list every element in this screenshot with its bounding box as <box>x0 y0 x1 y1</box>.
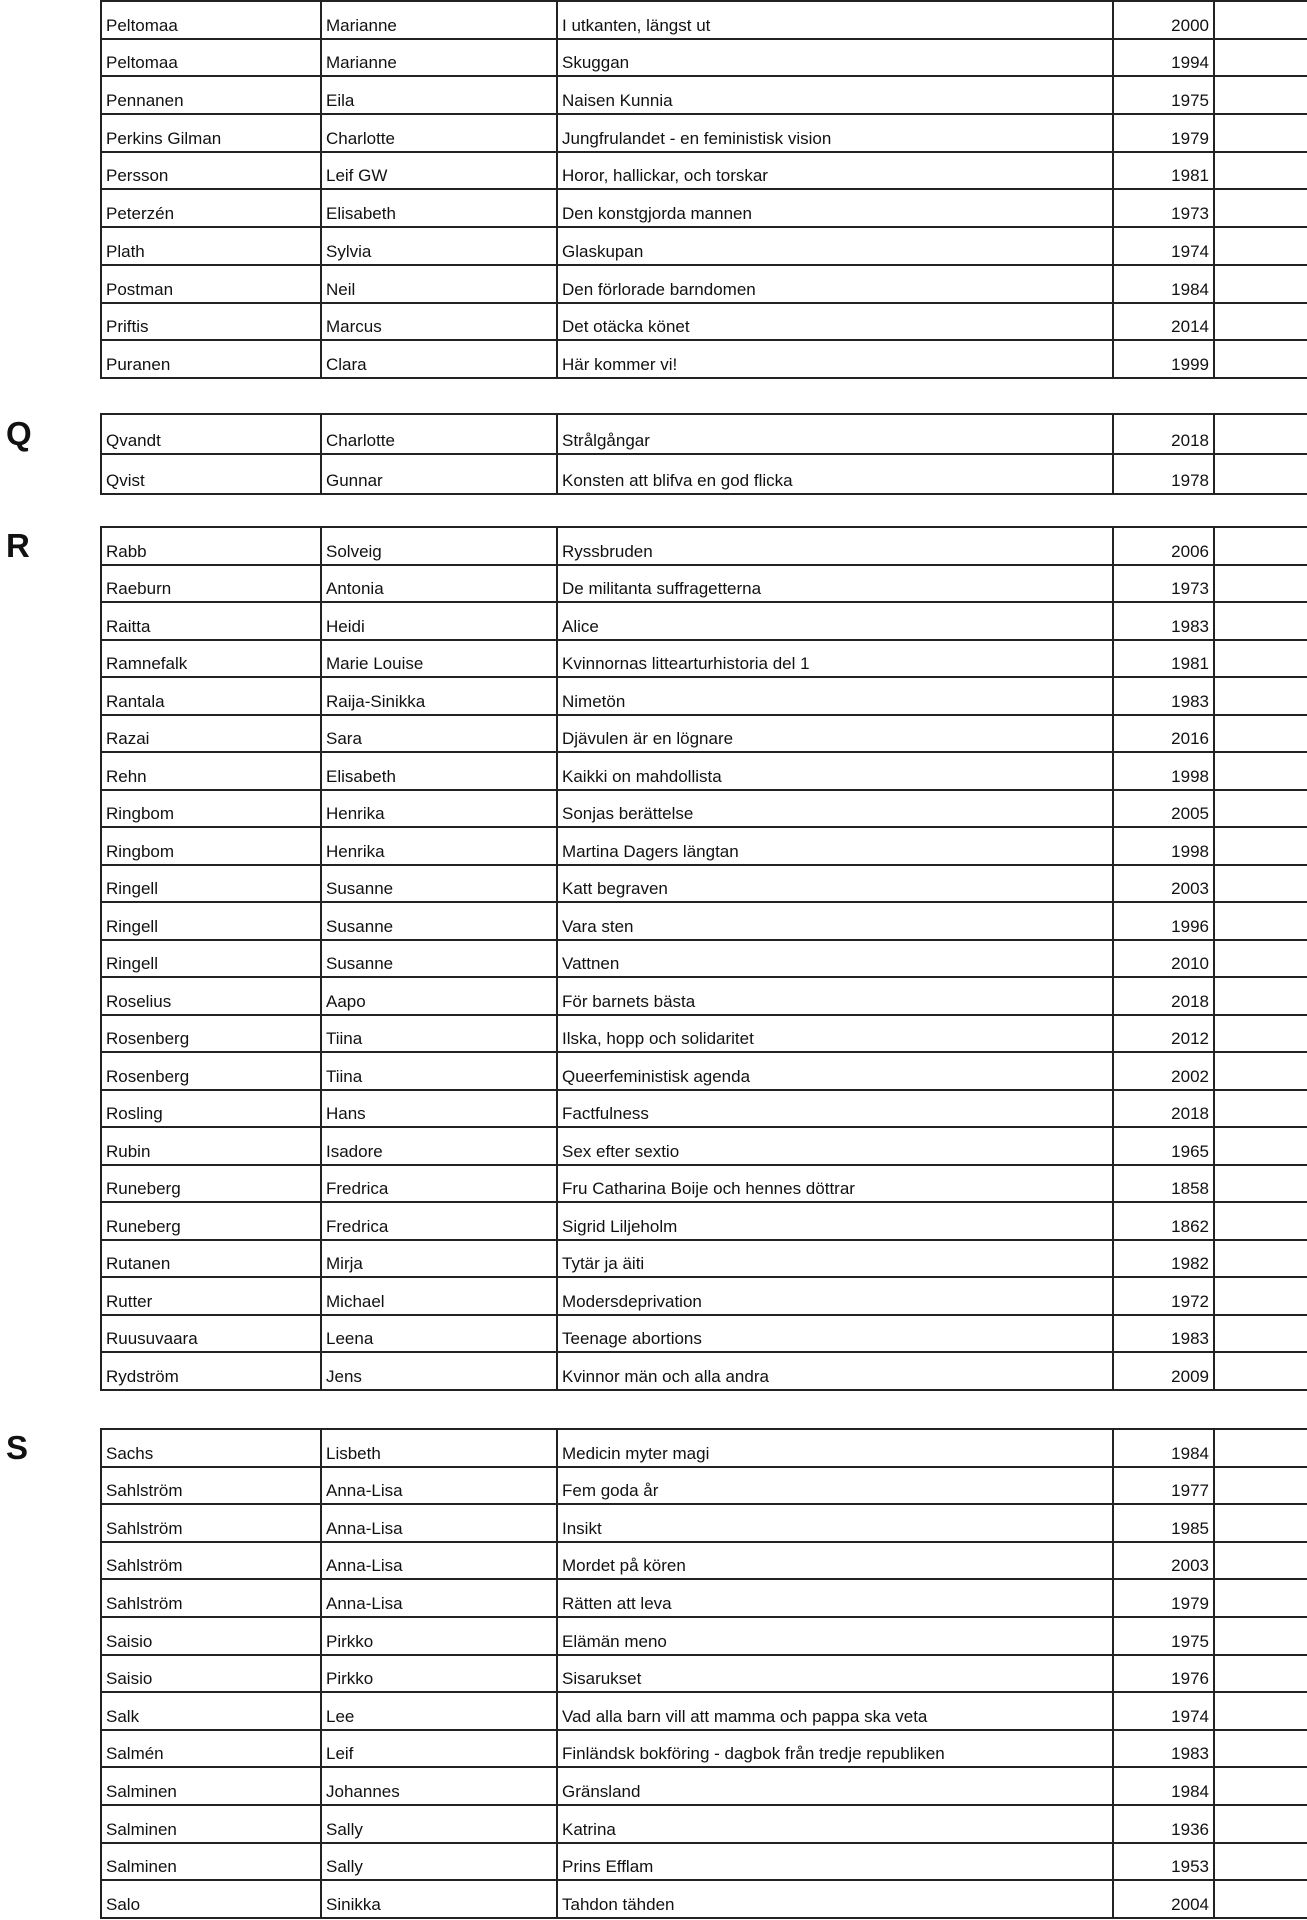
book-table <box>100 526 1307 1391</box>
table-row <box>101 1730 1307 1768</box>
author-last-name: Rubin <box>101 1127 321 1165</box>
empty-cell <box>1214 1090 1307 1128</box>
empty-cell <box>1214 1015 1307 1053</box>
author-first-name: Henrika <box>321 790 557 828</box>
empty-cell <box>1214 1202 1307 1240</box>
author-last-name: Rosenberg <box>101 1015 321 1053</box>
empty-cell <box>1214 715 1307 753</box>
table-row <box>101 527 1307 565</box>
author-last-name: Runeberg <box>101 1202 321 1240</box>
book-title: Kaikki on mahdollista <box>557 752 1113 790</box>
author-last-name: Ringbom <box>101 790 321 828</box>
author-last-name: Rantala <box>101 677 321 715</box>
author-last-name: Sahlström <box>101 1542 321 1580</box>
publication-year: 2003 <box>1113 865 1214 903</box>
table-row <box>101 640 1307 678</box>
book-title: Konsten att blifva en god flicka <box>557 454 1113 494</box>
publication-year: 1953 <box>1113 1843 1214 1881</box>
author-first-name: Isadore <box>321 1127 557 1165</box>
author-last-name: Qvist <box>101 454 321 494</box>
book-title: Vattnen <box>557 940 1113 978</box>
author-first-name: Leena <box>321 1315 557 1353</box>
author-last-name: Sahlström <box>101 1579 321 1617</box>
empty-cell <box>1214 340 1307 378</box>
empty-cell <box>1214 303 1307 341</box>
empty-cell <box>1214 602 1307 640</box>
table-row <box>101 340 1307 378</box>
table-row <box>101 454 1307 494</box>
book-title: Glaskupan <box>557 227 1113 265</box>
empty-cell <box>1214 527 1307 565</box>
table-row <box>101 1504 1307 1542</box>
table-row <box>101 715 1307 753</box>
author-first-name: Sally <box>321 1805 557 1843</box>
author-last-name: Rutanen <box>101 1240 321 1278</box>
empty-cell <box>1214 1352 1307 1390</box>
publication-year: 1974 <box>1113 1692 1214 1730</box>
empty-cell <box>1214 1767 1307 1805</box>
publication-year: 1984 <box>1113 265 1214 303</box>
author-first-name: Elisabeth <box>321 189 557 227</box>
empty-cell <box>1214 565 1307 603</box>
book-title: Katt begraven <box>557 865 1113 903</box>
publication-year: 1858 <box>1113 1165 1214 1203</box>
author-first-name: Hans <box>321 1090 557 1128</box>
table-row <box>101 189 1307 227</box>
author-first-name: Marie Louise <box>321 640 557 678</box>
publication-year: 2004 <box>1113 1880 1214 1918</box>
empty-cell <box>1214 1730 1307 1768</box>
empty-cell <box>1214 1542 1307 1580</box>
empty-cell <box>1214 76 1307 114</box>
empty-cell <box>1214 1467 1307 1505</box>
publication-year: 1984 <box>1113 1429 1214 1467</box>
publication-year: 2010 <box>1113 940 1214 978</box>
publication-year: 2005 <box>1113 790 1214 828</box>
author-first-name: Pirkko <box>321 1655 557 1693</box>
author-first-name: Jens <box>321 1352 557 1390</box>
empty-cell <box>1214 414 1307 454</box>
empty-cell <box>1214 1504 1307 1542</box>
book-title: Alice <box>557 602 1113 640</box>
publication-year: 1983 <box>1113 602 1214 640</box>
author-last-name: Salminen <box>101 1805 321 1843</box>
author-first-name: Leif GW <box>321 152 557 190</box>
publication-year: 1983 <box>1113 677 1214 715</box>
book-title: Vad alla barn vill att mamma och pappa ska veta <box>557 1692 1113 1730</box>
author-last-name: Rosenberg <box>101 1052 321 1090</box>
book-title: Ryssbruden <box>557 527 1113 565</box>
table-row <box>101 1880 1307 1918</box>
publication-year: 1979 <box>1113 1579 1214 1617</box>
author-last-name: Saisio <box>101 1617 321 1655</box>
author-last-name: Ramnefalk <box>101 640 321 678</box>
table-row <box>101 414 1307 454</box>
publication-year: 2016 <box>1113 715 1214 753</box>
empty-cell <box>1214 152 1307 190</box>
author-first-name: Marianne <box>321 39 557 77</box>
author-first-name: Eila <box>321 76 557 114</box>
book-title: Fru Catharina Boije och hennes döttrar <box>557 1165 1113 1203</box>
book-title: Strålgångar <box>557 414 1113 454</box>
author-first-name: Lisbeth <box>321 1429 557 1467</box>
author-first-name: Clara <box>321 340 557 378</box>
section-letter: Q <box>6 415 32 452</box>
empty-cell <box>1214 39 1307 77</box>
table-row <box>101 152 1307 190</box>
publication-year: 2000 <box>1113 1 1214 39</box>
author-last-name: Salmén <box>101 1730 321 1768</box>
section-letter: R <box>6 526 30 564</box>
author-first-name: Pirkko <box>321 1617 557 1655</box>
author-first-name: Gunnar <box>321 454 557 494</box>
publication-year: 1981 <box>1113 152 1214 190</box>
book-title: Queerfeministisk agenda <box>557 1052 1113 1090</box>
book-title: Kvinnornas littearturhistoria del 1 <box>557 640 1113 678</box>
publication-year: 1973 <box>1113 189 1214 227</box>
empty-cell <box>1214 827 1307 865</box>
author-last-name: Ringbom <box>101 827 321 865</box>
book-title: Den förlorade barndomen <box>557 265 1113 303</box>
table-row <box>101 1467 1307 1505</box>
author-last-name: Raeburn <box>101 565 321 603</box>
book-title: Gränsland <box>557 1767 1113 1805</box>
book-title: Insikt <box>557 1504 1113 1542</box>
author-first-name: Marianne <box>321 1 557 39</box>
author-first-name: Susanne <box>321 865 557 903</box>
author-first-name: Sinikka <box>321 1880 557 1918</box>
author-first-name: Sylvia <box>321 227 557 265</box>
author-last-name: Rosling <box>101 1090 321 1128</box>
author-last-name: Rabb <box>101 527 321 565</box>
book-title: Kvinnor män och alla andra <box>557 1352 1113 1390</box>
author-last-name: Qvandt <box>101 414 321 454</box>
author-first-name: Anna-Lisa <box>321 1504 557 1542</box>
publication-year: 1972 <box>1113 1277 1214 1315</box>
book-title: Tytär ja äiti <box>557 1240 1113 1278</box>
empty-cell <box>1214 865 1307 903</box>
book-title: Jungfrulandet - en feministisk vision <box>557 114 1113 152</box>
author-first-name: Fredrica <box>321 1165 557 1203</box>
book-title: Mordet på kören <box>557 1542 1113 1580</box>
table-row <box>101 602 1307 640</box>
table-row <box>101 1352 1307 1390</box>
table-row <box>101 1315 1307 1353</box>
empty-cell <box>1214 1240 1307 1278</box>
author-first-name: Johannes <box>321 1767 557 1805</box>
author-first-name: Aapo <box>321 977 557 1015</box>
author-last-name: Roselius <box>101 977 321 1015</box>
empty-cell <box>1214 1843 1307 1881</box>
book-title: Sex efter sextio <box>557 1127 1113 1165</box>
author-last-name: Salminen <box>101 1843 321 1881</box>
empty-cell <box>1214 1692 1307 1730</box>
publication-year: 1983 <box>1113 1315 1214 1353</box>
book-title: Fem goda år <box>557 1467 1113 1505</box>
author-last-name: Saisio <box>101 1655 321 1693</box>
table-row <box>101 752 1307 790</box>
author-last-name: Salo <box>101 1880 321 1918</box>
author-first-name: Anna-Lisa <box>321 1579 557 1617</box>
table-row <box>101 1277 1307 1315</box>
empty-cell <box>1214 1127 1307 1165</box>
book-title: Den konstgjorda mannen <box>557 189 1113 227</box>
author-first-name: Solveig <box>321 527 557 565</box>
author-last-name: Peltomaa <box>101 39 321 77</box>
publication-year: 1977 <box>1113 1467 1214 1505</box>
book-title: Medicin myter magi <box>557 1429 1113 1467</box>
author-first-name: Susanne <box>321 940 557 978</box>
book-title: Nimetön <box>557 677 1113 715</box>
table-row <box>101 1843 1307 1881</box>
author-last-name: Rydström <box>101 1352 321 1390</box>
author-first-name: Leif <box>321 1730 557 1768</box>
publication-year: 1973 <box>1113 565 1214 603</box>
table-row <box>101 1655 1307 1693</box>
empty-cell <box>1214 1579 1307 1617</box>
author-last-name: Ruusuvaara <box>101 1315 321 1353</box>
empty-cell <box>1214 1429 1307 1467</box>
publication-year: 1965 <box>1113 1127 1214 1165</box>
table-row <box>101 902 1307 940</box>
publication-year: 1999 <box>1113 340 1214 378</box>
book-title: Skuggan <box>557 39 1113 77</box>
publication-year: 1976 <box>1113 1655 1214 1693</box>
author-first-name: Michael <box>321 1277 557 1315</box>
publication-year: 2003 <box>1113 1542 1214 1580</box>
book-table <box>100 413 1307 495</box>
empty-cell <box>1214 940 1307 978</box>
author-first-name: Raija-Sinikka <box>321 677 557 715</box>
publication-year: 1862 <box>1113 1202 1214 1240</box>
table-row <box>101 1052 1307 1090</box>
author-last-name: Rehn <box>101 752 321 790</box>
table-row <box>101 1542 1307 1580</box>
table-row <box>101 1202 1307 1240</box>
table-row <box>101 1692 1307 1730</box>
book-title: Här kommer vi! <box>557 340 1113 378</box>
book-title: Naisen Kunnia <box>557 76 1113 114</box>
author-last-name: Postman <box>101 265 321 303</box>
table-row <box>101 1090 1307 1128</box>
author-first-name: Susanne <box>321 902 557 940</box>
empty-cell <box>1214 1617 1307 1655</box>
publication-year: 1975 <box>1113 1617 1214 1655</box>
publication-year: 1984 <box>1113 1767 1214 1805</box>
author-last-name: Peltomaa <box>101 1 321 39</box>
author-first-name: Sara <box>321 715 557 753</box>
author-first-name: Sally <box>321 1843 557 1881</box>
book-title: Martina Dagers längtan <box>557 827 1113 865</box>
author-first-name: Heidi <box>321 602 557 640</box>
author-last-name: Ringell <box>101 865 321 903</box>
book-title: De militanta suffragetterna <box>557 565 1113 603</box>
author-first-name: Anna-Lisa <box>321 1467 557 1505</box>
table-row <box>101 1579 1307 1617</box>
publication-year: 1998 <box>1113 752 1214 790</box>
empty-cell <box>1214 189 1307 227</box>
table-row <box>101 940 1307 978</box>
book-table <box>100 0 1307 379</box>
table-row <box>101 303 1307 341</box>
author-last-name: Sahlström <box>101 1467 321 1505</box>
author-first-name: Tiina <box>321 1052 557 1090</box>
publication-year: 1983 <box>1113 1730 1214 1768</box>
table-row <box>101 1015 1307 1053</box>
author-last-name: Peterzén <box>101 189 321 227</box>
table-row <box>101 1 1307 39</box>
author-first-name: Charlotte <box>321 114 557 152</box>
book-title: Sonjas berättelse <box>557 790 1113 828</box>
table-row <box>101 39 1307 77</box>
book-title: Prins Efflam <box>557 1843 1113 1881</box>
publication-year: 1975 <box>1113 76 1214 114</box>
empty-cell <box>1214 454 1307 494</box>
author-first-name: Tiina <box>321 1015 557 1053</box>
author-first-name: Lee <box>321 1692 557 1730</box>
book-table <box>100 1428 1307 1919</box>
author-last-name: Puranen <box>101 340 321 378</box>
author-first-name: Henrika <box>321 827 557 865</box>
table-row <box>101 1617 1307 1655</box>
table-row <box>101 227 1307 265</box>
empty-cell <box>1214 1165 1307 1203</box>
book-title: Sigrid Liljeholm <box>557 1202 1113 1240</box>
book-title: Tahdon tähden <box>557 1880 1113 1918</box>
author-last-name: Raitta <box>101 602 321 640</box>
author-last-name: Sahlström <box>101 1504 321 1542</box>
book-title: För barnets bästa <box>557 977 1113 1015</box>
author-last-name: Runeberg <box>101 1165 321 1203</box>
book-title: Teenage abortions <box>557 1315 1113 1353</box>
table-row <box>101 114 1307 152</box>
table-row <box>101 76 1307 114</box>
table-row <box>101 265 1307 303</box>
author-last-name: Pennanen <box>101 76 321 114</box>
author-last-name: Sachs <box>101 1429 321 1467</box>
publication-year: 1982 <box>1113 1240 1214 1278</box>
empty-cell <box>1214 640 1307 678</box>
author-last-name: Rutter <box>101 1277 321 1315</box>
empty-cell <box>1214 977 1307 1015</box>
table-row <box>101 790 1307 828</box>
publication-year: 2012 <box>1113 1015 1214 1053</box>
author-first-name: Fredrica <box>321 1202 557 1240</box>
publication-year: 1985 <box>1113 1504 1214 1542</box>
author-last-name: Ringell <box>101 940 321 978</box>
empty-cell <box>1214 1805 1307 1843</box>
publication-year: 1978 <box>1113 454 1214 494</box>
publication-year: 2006 <box>1113 527 1214 565</box>
publication-year: 2018 <box>1113 1090 1214 1128</box>
table-row <box>101 1429 1307 1467</box>
author-last-name: Perkins Gilman <box>101 114 321 152</box>
book-title: Det otäcka könet <box>557 303 1113 341</box>
empty-cell <box>1214 752 1307 790</box>
table-row <box>101 1240 1307 1278</box>
publication-year: 1998 <box>1113 827 1214 865</box>
author-first-name: Anna-Lisa <box>321 1542 557 1580</box>
table-row <box>101 1165 1307 1203</box>
empty-cell <box>1214 265 1307 303</box>
book-title: Vara sten <box>557 902 1113 940</box>
table-row <box>101 977 1307 1015</box>
publication-year: 2002 <box>1113 1052 1214 1090</box>
author-last-name: Salminen <box>101 1767 321 1805</box>
author-last-name: Ringell <box>101 902 321 940</box>
author-last-name: Persson <box>101 152 321 190</box>
empty-cell <box>1214 1880 1307 1918</box>
book-title: Katrina <box>557 1805 1113 1843</box>
empty-cell <box>1214 114 1307 152</box>
author-last-name: Priftis <box>101 303 321 341</box>
book-title: Modersdeprivation <box>557 1277 1113 1315</box>
book-title: Finländsk bokföring - dagbok från tredje republiken <box>557 1730 1113 1768</box>
author-last-name: Salk <box>101 1692 321 1730</box>
book-title: Factfulness <box>557 1090 1113 1128</box>
book-title: Rätten att leva <box>557 1579 1113 1617</box>
publication-year: 2018 <box>1113 977 1214 1015</box>
book-title: Ilska, hopp och solidaritet <box>557 1015 1113 1053</box>
empty-cell <box>1214 1052 1307 1090</box>
empty-cell <box>1214 902 1307 940</box>
table-row <box>101 865 1307 903</box>
author-first-name: Mirja <box>321 1240 557 1278</box>
empty-cell <box>1214 1315 1307 1353</box>
publication-year: 1994 <box>1113 39 1214 77</box>
table-row <box>101 677 1307 715</box>
table-row <box>101 827 1307 865</box>
author-first-name: Elisabeth <box>321 752 557 790</box>
empty-cell <box>1214 790 1307 828</box>
publication-year: 1981 <box>1113 640 1214 678</box>
author-first-name: Antonia <box>321 565 557 603</box>
publication-year: 1996 <box>1113 902 1214 940</box>
book-title: I utkanten, längst ut <box>557 1 1113 39</box>
author-first-name: Charlotte <box>321 414 557 454</box>
book-title: Horor, hallickar, och torskar <box>557 152 1113 190</box>
empty-cell <box>1214 1655 1307 1693</box>
author-first-name: Neil <box>321 265 557 303</box>
book-title: Elämän meno <box>557 1617 1113 1655</box>
table-row <box>101 1805 1307 1843</box>
empty-cell <box>1214 1 1307 39</box>
publication-year: 2009 <box>1113 1352 1214 1390</box>
section-letter: S <box>6 1428 29 1466</box>
empty-cell <box>1214 227 1307 265</box>
publication-year: 1974 <box>1113 227 1214 265</box>
table-row <box>101 565 1307 603</box>
empty-cell <box>1214 1277 1307 1315</box>
publication-year: 1979 <box>1113 114 1214 152</box>
empty-cell <box>1214 677 1307 715</box>
table-row <box>101 1767 1307 1805</box>
author-last-name: Plath <box>101 227 321 265</box>
table-row <box>101 1127 1307 1165</box>
author-first-name: Marcus <box>321 303 557 341</box>
publication-year: 1936 <box>1113 1805 1214 1843</box>
book-title: Sisarukset <box>557 1655 1113 1693</box>
publication-year: 2018 <box>1113 414 1214 454</box>
publication-year: 2014 <box>1113 303 1214 341</box>
book-title: Djävulen är en lögnare <box>557 715 1113 753</box>
author-last-name: Razai <box>101 715 321 753</box>
